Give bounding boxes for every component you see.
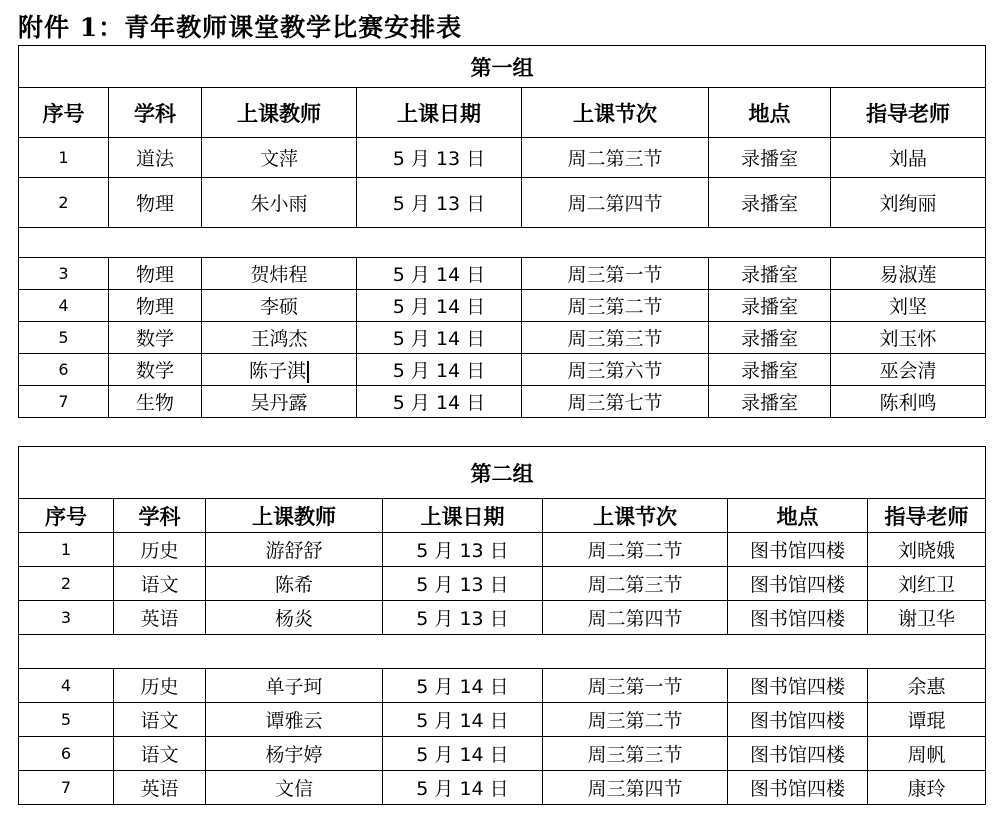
cell-number: 4 [19,669,114,703]
cell-date: 5 月 14 日 [357,258,522,290]
cell-location: 录播室 [709,322,831,354]
cell-period: 周三第七节 [522,386,709,418]
cell-number: 5 [19,322,109,354]
cell-period: 周三第六节 [522,354,709,386]
cell-date: 5 月 14 日 [357,354,522,386]
table-row [19,737,986,771]
cell-subject: 语文 [114,737,206,771]
group-1-table [18,45,986,418]
cell-location: 图书馆四楼 [728,533,868,567]
cell-date: 5 月 13 日 [383,533,543,567]
cell-mentor: 刘玉怀 [831,322,986,354]
cell-teacher: 文萍 [202,138,357,178]
cell-teacher: 游舒舒 [206,533,383,567]
cell-teacher: 陈子淇 [248,360,306,382]
spacer-row [19,228,986,258]
header-cell: 地点 [728,499,868,533]
cell-mentor: 刘坚 [831,290,986,322]
cell-period: 周二第四节 [543,601,728,635]
cell-mentor: 刘晓娥 [868,533,986,567]
cell-mentor: 陈利鸣 [831,386,986,418]
cell-mentor: 周帆 [868,737,986,771]
header-cell: 地点 [709,88,831,138]
cell-teacher: 吴丹露 [202,386,357,418]
cell-teacher: 文信 [206,771,383,805]
cell-teacher: 单子珂 [206,669,383,703]
cell-location: 录播室 [709,354,831,386]
cell-number: 6 [19,737,114,771]
header-cell: 上课教师 [202,88,357,138]
text-cursor [307,361,309,383]
cell-location: 录播室 [709,138,831,178]
cell-number: 3 [19,258,109,290]
table-row [19,771,986,805]
cell-period: 周二第二节 [543,533,728,567]
header-cell: 序号 [19,499,114,533]
cell-location: 录播室 [709,290,831,322]
header-cell: 上课教师 [206,499,383,533]
cell-mentor: 刘绚丽 [831,178,986,228]
cell-date: 5 月 14 日 [357,322,522,354]
cell-subject: 数学 [109,354,202,386]
cell-teacher: 谭雅云 [206,703,383,737]
cell-date: 5 月 14 日 [383,669,543,703]
cell-period: 周三第一节 [522,258,709,290]
cell-subject: 物理 [109,258,202,290]
cell-number: 4 [19,290,109,322]
cell-date: 5 月 14 日 [383,737,543,771]
cell-number: 1 [19,533,114,567]
cell-subject: 生物 [109,386,202,418]
cell-mentor: 谭琨 [868,703,986,737]
cell-location: 录播室 [709,178,831,228]
table-row [19,533,986,567]
cell-period: 周二第三节 [543,567,728,601]
cell-number: 6 [19,354,109,386]
header-row [19,499,986,533]
table-row [19,322,986,354]
document-title: 附件 1：青年教师课堂教学比赛安排表 [18,13,463,42]
cell-period: 周三第一节 [543,669,728,703]
cell-subject: 数学 [109,322,202,354]
cell-number: 5 [19,703,114,737]
cell-date: 5 月 13 日 [357,138,522,178]
cell-period: 周二第四节 [522,178,709,228]
cell-subject: 物理 [109,290,202,322]
header-cell: 上课日期 [383,499,543,533]
header-row [19,88,986,138]
header-cell: 上课节次 [522,88,709,138]
cell-teacher: 贺炜程 [202,258,357,290]
header-cell: 上课节次 [543,499,728,533]
spacer-row [19,635,986,669]
cell-date: 5 月 13 日 [383,601,543,635]
cell-subject: 英语 [114,601,206,635]
cell-mentor: 刘红卫 [868,567,986,601]
header-cell: 序号 [19,88,109,138]
cell-location: 图书馆四楼 [728,771,868,805]
table-row [19,669,986,703]
cell-date: 5 月 14 日 [383,703,543,737]
table-row [19,567,986,601]
header-cell: 指导老师 [868,499,986,533]
header-cell: 指导老师 [831,88,986,138]
cell-number: 1 [19,138,109,178]
cell-subject: 语文 [114,703,206,737]
cell-teacher-editing[interactable] [202,354,357,386]
cell-date: 5 月 14 日 [357,290,522,322]
cell-number: 7 [19,771,114,805]
cell-date: 5 月 14 日 [357,386,522,418]
cell-mentor: 谢卫华 [868,601,986,635]
cell-teacher: 杨炎 [206,601,383,635]
cell-location: 图书馆四楼 [728,567,868,601]
cell-subject: 历史 [114,669,206,703]
group-1-title-row [19,46,986,88]
group-2-title-row [19,447,986,499]
cell-teacher: 杨宇婷 [206,737,383,771]
cell-number: 3 [19,601,114,635]
cell-location: 录播室 [709,386,831,418]
group-2-table [18,446,986,805]
cell-teacher: 朱小雨 [202,178,357,228]
cell-location: 图书馆四楼 [728,669,868,703]
cell-period: 周三第二节 [543,703,728,737]
cell-date: 5 月 13 日 [357,178,522,228]
cell-location: 图书馆四楼 [728,737,868,771]
cell-mentor: 康玲 [868,771,986,805]
cell-date: 5 月 13 日 [383,567,543,601]
table-row [19,290,986,322]
header-cell: 上课日期 [357,88,522,138]
group-2-title: 第二组 [19,447,986,499]
cell-location: 录播室 [709,258,831,290]
table-row [19,703,986,737]
cell-mentor: 巫会清 [831,354,986,386]
cell-teacher: 李硕 [202,290,357,322]
cell-mentor: 余惠 [868,669,986,703]
cell-period: 周三第四节 [543,771,728,805]
cell-number: 7 [19,386,109,418]
cell-teacher: 王鸿杰 [202,322,357,354]
cell-date: 5 月 14 日 [383,771,543,805]
cell-mentor: 易淑莲 [831,258,986,290]
table-row [19,386,986,418]
table-row [19,178,986,228]
cell-number: 2 [19,567,114,601]
table-row [19,601,986,635]
cell-period: 周二第三节 [522,138,709,178]
cell-mentor: 刘晶 [831,138,986,178]
cell-period: 周三第三节 [522,322,709,354]
spacer-cell [19,228,986,258]
cell-location: 图书馆四楼 [728,601,868,635]
cell-subject: 物理 [109,178,202,228]
cell-number: 2 [19,178,109,228]
cell-subject: 道法 [109,138,202,178]
cell-period: 周三第二节 [522,290,709,322]
table-row [19,138,986,178]
cell-period: 周三第三节 [543,737,728,771]
cell-teacher: 陈希 [206,567,383,601]
cell-subject: 语文 [114,567,206,601]
cell-subject: 历史 [114,533,206,567]
group-1-title: 第一组 [19,46,986,88]
cell-subject: 英语 [114,771,206,805]
table-row [19,354,986,386]
spacer-cell [19,635,986,669]
header-cell: 学科 [114,499,206,533]
header-cell: 学科 [109,88,202,138]
table-row [19,258,986,290]
cell-location: 图书馆四楼 [728,703,868,737]
